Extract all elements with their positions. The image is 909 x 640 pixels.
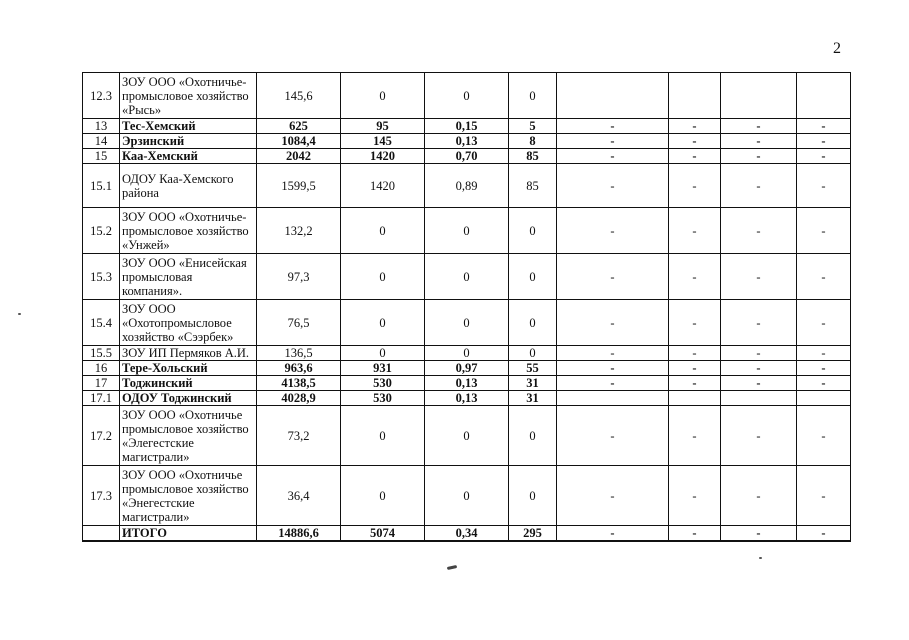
row-name: ЗОУ ИП Пермяков А.И. [120,346,257,361]
density-cell: 0,15 [425,119,509,134]
dash-cell: - [669,254,721,300]
dash-cell: - [669,466,721,526]
count-cell: 0 [509,406,557,466]
area-cell: 963,6 [257,361,341,376]
dash-cell: - [797,526,851,542]
table-row [83,134,851,149]
dash-cell: - [797,134,851,149]
row-code: 17 [83,376,120,391]
dash-cell: - [721,466,797,526]
dash-cell: - [797,149,851,164]
table-row [83,526,851,542]
count-cell: 85 [509,149,557,164]
dash-cell [669,391,721,406]
count-cell: 295 [509,526,557,542]
dash-cell: - [721,164,797,208]
row-name: ИТОГО [120,526,257,542]
dash-cell: - [557,254,669,300]
row-code [83,526,120,542]
area-cell: 136,5 [257,346,341,361]
count-cell: 85 [509,164,557,208]
dash-cell [669,73,721,119]
dash-cell: - [797,119,851,134]
dash-cell: - [669,164,721,208]
row-code: 15 [83,149,120,164]
quota-cell: 931 [341,361,425,376]
dash-cell: - [557,149,669,164]
dash-cell: - [557,134,669,149]
dash-cell [721,391,797,406]
row-name: ЗОУ ООО «Охотничье промысловое хозяйство «Элегестские магистрали» [120,406,257,466]
density-cell: 0,13 [425,376,509,391]
quota-cell: 0 [341,300,425,346]
density-cell: 0 [425,254,509,300]
quota-cell: 1420 [341,164,425,208]
row-code: 17.3 [83,466,120,526]
count-cell: 5 [509,119,557,134]
quota-cell: 0 [341,73,425,119]
table-row [83,361,851,376]
row-name: Эрзинский [120,134,257,149]
quota-cell: 0 [341,406,425,466]
dash-cell: - [557,466,669,526]
dash-cell: - [797,164,851,208]
row-name: ОДОУ Тоджинский [120,391,257,406]
row-code: 15.1 [83,164,120,208]
table-row [83,391,851,406]
scan-dot [18,313,21,315]
dash-cell [797,391,851,406]
dash-cell: - [797,208,851,254]
dash-cell: - [669,376,721,391]
dash-cell: - [721,149,797,164]
count-cell: 31 [509,376,557,391]
dash-cell: - [721,254,797,300]
area-cell: 4138,5 [257,376,341,391]
area-cell: 97,3 [257,254,341,300]
row-name: Тес-Хемский [120,119,257,134]
row-code: 15.2 [83,208,120,254]
density-cell: 0 [425,346,509,361]
density-cell: 0,13 [425,134,509,149]
area-cell: 1599,5 [257,164,341,208]
table-row [83,119,851,134]
dash-cell: - [557,164,669,208]
dash-cell: - [797,300,851,346]
dash-cell: - [721,376,797,391]
density-cell: 0 [425,300,509,346]
count-cell: 0 [509,346,557,361]
dash-cell: - [669,526,721,542]
dash-cell: - [721,361,797,376]
row-name: ЗОУ ООО «Охотничье промысловое хозяйство «Энегестские магистрали» [120,466,257,526]
dash-cell: - [721,134,797,149]
table-row [83,300,851,346]
dash-cell: - [721,300,797,346]
dash-cell: - [669,119,721,134]
dash-cell: - [797,406,851,466]
density-cell: 0,34 [425,526,509,542]
table-row [83,376,851,391]
count-cell: 8 [509,134,557,149]
dash-cell [557,391,669,406]
row-name: Тере-Хольский [120,361,257,376]
area-cell: 73,2 [257,406,341,466]
row-code: 17.2 [83,406,120,466]
dash-cell [797,73,851,119]
count-cell: 31 [509,391,557,406]
quota-cell: 0 [341,208,425,254]
row-code: 15.5 [83,346,120,361]
dash-cell: - [721,208,797,254]
row-name: ЗОУ ООО «Охотничье-промысловое хозяйство «Унжей» [120,208,257,254]
row-code: 17.1 [83,391,120,406]
quota-cell: 0 [341,346,425,361]
area-cell: 2042 [257,149,341,164]
count-cell: 0 [509,466,557,526]
density-cell: 0 [425,208,509,254]
scan-dot [759,557,762,559]
quota-cell: 0 [341,466,425,526]
dash-cell: - [557,300,669,346]
quota-cell: 530 [341,376,425,391]
row-name: ЗОУ ООО «Охотничье-промысловое хозяйство «Рысь» [120,73,257,119]
dash-cell: - [797,346,851,361]
row-name: Тоджинский [120,376,257,391]
area-cell: 1084,4 [257,134,341,149]
table-row [83,254,851,300]
dash-cell: - [557,346,669,361]
dash-cell: - [557,376,669,391]
count-cell: 0 [509,254,557,300]
table-row [83,149,851,164]
dash-cell: - [557,208,669,254]
density-cell: 0 [425,406,509,466]
area-cell: 36,4 [257,466,341,526]
area-cell: 4028,9 [257,391,341,406]
row-name: ОДОУ Каа-Хемского района [120,164,257,208]
area-cell: 132,2 [257,208,341,254]
quota-cell: 145 [341,134,425,149]
scan-mark [447,565,457,570]
dash-cell: - [557,526,669,542]
density-cell: 0,13 [425,391,509,406]
page-number: 2 [833,40,841,57]
dash-cell: - [721,406,797,466]
row-name: ЗОУ ООО «Енисейская промысловая компания». [120,254,257,300]
dash-cell: - [669,134,721,149]
dash-cell: - [797,254,851,300]
density-cell: 0,89 [425,164,509,208]
table-row [83,346,851,361]
row-code: 15.4 [83,300,120,346]
area-cell: 76,5 [257,300,341,346]
density-cell: 0 [425,466,509,526]
dash-cell: - [721,346,797,361]
area-cell: 145,6 [257,73,341,119]
dash-cell: - [797,361,851,376]
quota-cell: 95 [341,119,425,134]
dash-cell: - [557,361,669,376]
quota-cell: 1420 [341,149,425,164]
dash-cell: - [669,149,721,164]
density-cell: 0,70 [425,149,509,164]
dash-cell: - [721,526,797,542]
dash-cell: - [557,406,669,466]
density-cell: 0 [425,73,509,119]
table-row [83,406,851,466]
dash-cell: - [797,376,851,391]
quota-cell: 0 [341,254,425,300]
dash-cell: - [669,300,721,346]
dash-cell: - [669,346,721,361]
row-name: ЗОУ ООО «Охотопромысловое хозяйство «Сээрбек» [120,300,257,346]
row-name: Каа-Хемский [120,149,257,164]
table-row [83,73,851,119]
count-cell: 0 [509,300,557,346]
dash-cell: - [797,466,851,526]
dash-cell [721,73,797,119]
row-code: 12.3 [83,73,120,119]
table-body [83,73,851,542]
area-cell: 14886,6 [257,526,341,542]
row-code: 13 [83,119,120,134]
dash-cell: - [669,361,721,376]
table-row [83,208,851,254]
dash-cell: - [669,406,721,466]
row-code: 15.3 [83,254,120,300]
density-cell: 0,97 [425,361,509,376]
quota-cell: 530 [341,391,425,406]
quota-cell: 5074 [341,526,425,542]
count-cell: 55 [509,361,557,376]
row-code: 14 [83,134,120,149]
dash-cell [557,73,669,119]
count-cell: 0 [509,208,557,254]
table-row [83,466,851,526]
table-row [83,164,851,208]
dash-cell: - [669,208,721,254]
dash-cell: - [557,119,669,134]
area-cell: 625 [257,119,341,134]
row-code: 16 [83,361,120,376]
count-cell: 0 [509,73,557,119]
dash-cell: - [721,119,797,134]
statistics-table [82,72,851,542]
